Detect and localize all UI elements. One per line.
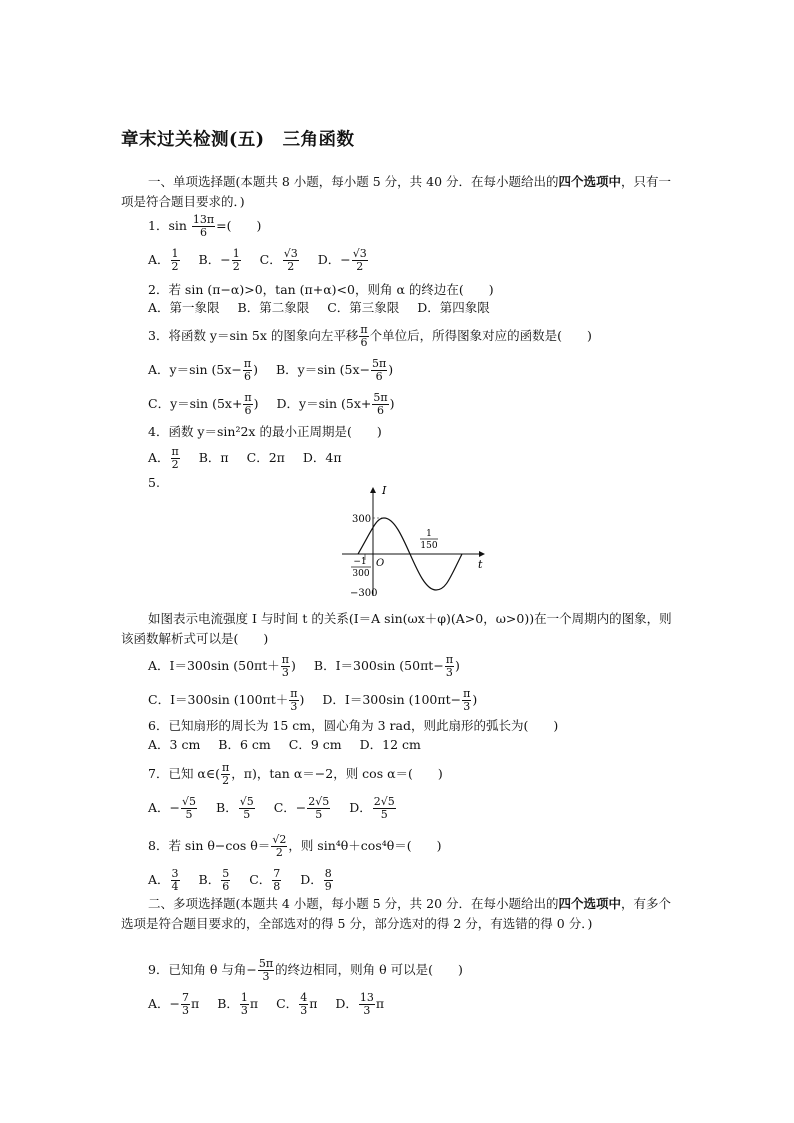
option-d: D．第四象限	[417, 300, 490, 315]
option-a: A．第一象限	[148, 300, 220, 315]
option-a: A． $\frac{3}{4}$	[148, 867, 179, 893]
question-8-options	[148, 868, 348, 893]
option-a: A．3 cm	[148, 737, 201, 752]
question-6-options	[148, 737, 435, 753]
question-4-options	[148, 446, 356, 471]
question-9-options	[148, 992, 398, 1017]
title-sub: 三角函数	[282, 130, 355, 150]
question-2-stem: 2．若 sin (π−α)>0，tan (π+α)<0，则角 α 的终边在( )	[148, 282, 494, 297]
question-7-options	[148, 796, 411, 821]
option-a: A．I＝300sin (50πt＋ $\frac{\pi}{3}$ )	[148, 653, 296, 679]
option-b: B．I＝300sin (50πt− $\frac{\pi}{3}$ )	[313, 653, 460, 679]
option-d: D．− $\frac{√3}{2}$	[317, 247, 367, 273]
x-right-num: 1	[426, 529, 432, 539]
option-c: C． $\frac{7}{8}$	[249, 867, 281, 893]
y-min-label: −300	[350, 588, 378, 599]
option-b: B．y＝sin (5x− $\frac{5\pi}{6}$ )	[276, 357, 394, 383]
option-a: A． $\frac{\pi}{2}$	[148, 445, 179, 471]
y-max-label: 300	[352, 514, 372, 525]
fraction: $\frac{13\pi}{6}$	[192, 213, 215, 239]
section-2-intro: 二、多项选择题(本题共 4 小题，每小题 5 分，共 20 分．在每小题给出的四个选项中，有多个选项是符合题目要求的，全部选对的得 5 分，部分选对的得 2 分，有选错的得 0 分．)	[121, 896, 672, 931]
origin-label: O	[376, 558, 385, 569]
question-5-number: 5.	[148, 475, 160, 490]
option-b: B．π	[198, 450, 229, 465]
x-left-num: −1	[353, 557, 367, 567]
option-d: D． $\frac{8}{9}$	[300, 867, 332, 893]
option-c: C．y＝sin (5x+ $\frac{\pi}{6}$ )	[148, 391, 259, 417]
option-d: D．y＝sin (5x+ $\frac{5\pi}{6}$ )	[276, 391, 395, 417]
option-b: B． $\frac{√5}{5}$	[216, 795, 254, 821]
option-c: C． $\frac{4}{3}$ π	[276, 991, 318, 1017]
option-a: A． $\frac{1}{2}$	[148, 247, 179, 273]
question-7-stem: 7．已知 α∈( $\frac{\pi}{2}$ ，π)，tan α＝−2，则 cos α＝( )	[148, 761, 443, 787]
option-b: B．6 cm	[218, 737, 271, 752]
question-9-stem: 9．已知角 θ 与角− $\frac{5\pi}{3}$ 的终边相同，则角 θ 可以是( )	[148, 957, 463, 983]
option-d: D． $\frac{2√5}{5}$	[349, 795, 395, 821]
option-c: C．第三象限	[327, 300, 400, 315]
option-b: B．− $\frac{1}{2}$	[198, 247, 240, 273]
option-c: C．I＝300sin (100πt＋ $\frac{\pi}{3}$ )	[148, 687, 305, 713]
question-3-options-cd	[148, 392, 409, 417]
question-3-stem: 3．将函数 y＝sin 5x 的图象向左平移 $\frac{\pi}{6}$ 个单位后，所得图象对应的函数是( )	[148, 323, 592, 349]
question-1-stem: 1．sin $\frac{13\pi}{6}$ =( )	[148, 213, 262, 239]
option-d: D．4π	[302, 450, 342, 465]
question-2-options	[148, 300, 504, 316]
question-1-options	[148, 248, 383, 273]
question-5-options-cd	[148, 688, 491, 713]
question-6-stem: 6．已知扇形的周长为 15 cm，圆心角为 3 rad，则此扇形的弧长为( )	[148, 718, 559, 733]
question-5-stem: 如图表示电流强度 I 与时间 t 的关系(I＝A sin(ωx＋φ)(A>0，ω>0))在一个周期内的图象，则该函数解析式可以是( )	[121, 611, 672, 646]
option-b: B． $\frac{5}{6}$	[198, 867, 230, 893]
x-left-den: 300	[352, 569, 370, 579]
title-main: 章末过关检测(五)	[121, 130, 265, 150]
option-a: A．y＝sin (5x− $\frac{\pi}{6}$ )	[148, 357, 259, 383]
option-c: C．9 cm	[288, 737, 342, 752]
option-c: C． $\frac{√3}{2}$	[259, 247, 298, 273]
question-3-options-ab	[148, 358, 407, 383]
page-title	[121, 126, 355, 151]
option-b: B．第二象限	[237, 300, 310, 315]
option-c: C．2π	[246, 450, 285, 465]
option-a: A．− $\frac{√5}{5}$	[148, 795, 197, 821]
x-right-den: 150	[420, 541, 438, 551]
section-1-intro: 一、单项选择题(本题共 8 小题，每小题 5 分，共 40 分．在每小题给出的四个选项中，只有一项是符合题目要求的．)	[121, 174, 672, 209]
sine-wave-graph	[338, 484, 488, 600]
question-8-stem: 8．若 sin θ−cos θ＝ $\frac{√2}{2}$ ，则 sin⁴θ＋cos⁴θ＝( )	[148, 833, 442, 859]
option-a: A．− $\frac{7}{3}$ π	[148, 991, 200, 1017]
option-d: D． $\frac{13}{3}$ π	[335, 991, 385, 1017]
option-d: D．I＝300sin (100πt− $\frac{\pi}{3}$ )	[322, 687, 478, 713]
option-c: C．− $\frac{2√5}{5}$	[273, 795, 330, 821]
question-4-stem: 4．函数 y＝sin²2x 的最小正周期是( )	[148, 424, 382, 439]
x-axis-label: t	[478, 558, 483, 571]
option-d: D．12 cm	[359, 737, 421, 752]
option-b: B． $\frac{1}{3}$ π	[217, 991, 259, 1017]
question-5-options-ab	[148, 654, 474, 679]
y-axis-label: I	[382, 484, 387, 497]
